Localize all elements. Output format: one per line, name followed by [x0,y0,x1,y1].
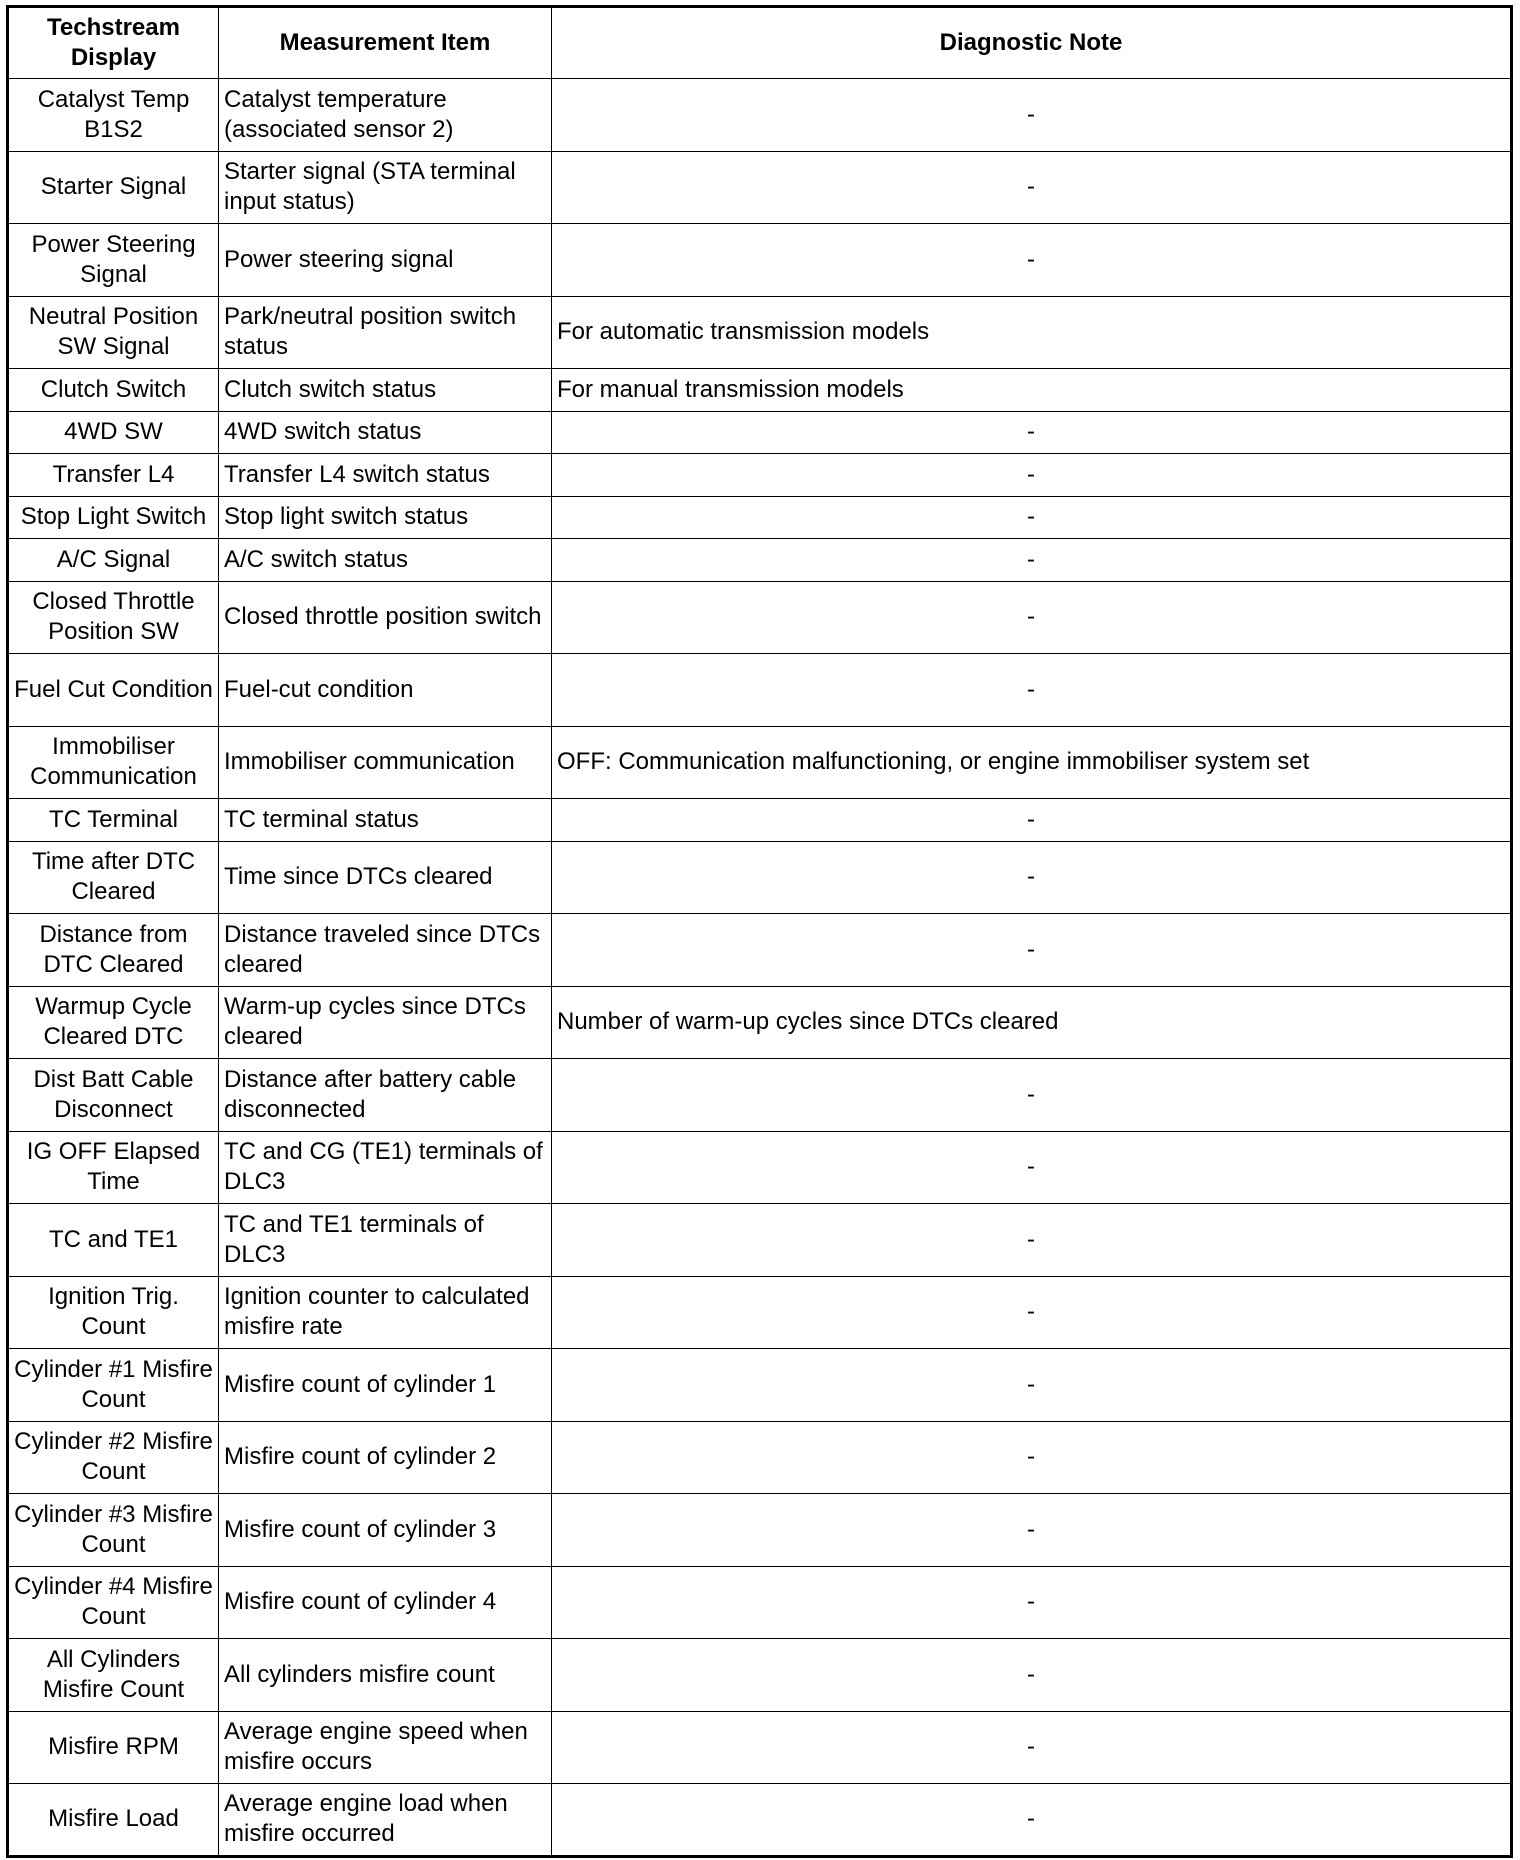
cell-measurement-item: Distance traveled since DTCs cleared [219,914,552,987]
table-row [8,654,1512,727]
cell-measurement-item: A/C switch status [219,539,552,582]
cell-display: Cylinder #1 Misfire Count [8,1349,219,1422]
table-row [8,581,1512,654]
cell-measurement-item: Warm-up cycles since DTCs cleared [219,986,552,1059]
cell-display: A/C Signal [8,539,219,582]
cell-display: TC Terminal [8,799,219,842]
table-row [8,1784,1512,1857]
cell-display: Ignition Trig. Count [8,1276,219,1349]
cell-diagnostic-note: - [552,454,1512,497]
cell-measurement-item: Stop light switch status [219,496,552,539]
cell-measurement-item: Average engine load when misfire occurred [219,1784,552,1857]
cell-diagnostic-note: - [552,1494,1512,1567]
cell-display: Power Steering Signal [8,224,219,297]
header-measurement-item: Measurement Item [219,7,552,79]
cell-diagnostic-note: - [552,581,1512,654]
cell-measurement-item: Misfire count of cylinder 4 [219,1566,552,1639]
cell-diagnostic-note: - [552,1421,1512,1494]
cell-measurement-item: Starter signal (STA terminal input status) [219,151,552,224]
cell-display: Dist Batt Cable Disconnect [8,1059,219,1132]
table-row [8,224,1512,297]
cell-measurement-item: 4WD switch status [219,411,552,454]
cell-diagnostic-note: For manual transmission models [552,369,1512,412]
cell-diagnostic-note: - [552,1204,1512,1277]
cell-measurement-item: Misfire count of cylinder 2 [219,1421,552,1494]
table-row [8,369,1512,412]
cell-measurement-item: All cylinders misfire count [219,1639,552,1712]
table-row [8,1204,1512,1277]
cell-measurement-item: Misfire count of cylinder 3 [219,1494,552,1567]
cell-display: Catalyst Temp B1S2 [8,79,219,152]
table-row [8,454,1512,497]
cell-diagnostic-note: - [552,1639,1512,1712]
cell-diagnostic-note: Number of warm-up cycles since DTCs cleared [552,986,1512,1059]
cell-measurement-item: TC terminal status [219,799,552,842]
table-row [8,986,1512,1059]
cell-diagnostic-note: - [552,1059,1512,1132]
cell-diagnostic-note: For automatic transmission models [552,296,1512,369]
cell-diagnostic-note: - [552,1131,1512,1204]
cell-diagnostic-note: - [552,411,1512,454]
cell-display: Misfire RPM [8,1711,219,1784]
table-row [8,1494,1512,1567]
cell-display: Clutch Switch [8,369,219,412]
cell-display: IG OFF Elapsed Time [8,1131,219,1204]
table-row [8,1421,1512,1494]
cell-display: Cylinder #4 Misfire Count [8,1566,219,1639]
cell-diagnostic-note: - [552,1349,1512,1422]
cell-measurement-item: Average engine speed when misfire occurs [219,1711,552,1784]
cell-display: Time after DTC Cleared [8,841,219,914]
table-row [8,496,1512,539]
table-row [8,79,1512,152]
cell-measurement-item: Misfire count of cylinder 1 [219,1349,552,1422]
table-row [8,1566,1512,1639]
cell-diagnostic-note: - [552,799,1512,842]
cell-display: Misfire Load [8,1784,219,1857]
cell-display: Cylinder #2 Misfire Count [8,1421,219,1494]
table-row [8,1131,1512,1204]
cell-display: 4WD SW [8,411,219,454]
cell-display: Transfer L4 [8,454,219,497]
table-row [8,1349,1512,1422]
cell-measurement-item: Closed throttle position switch [219,581,552,654]
table-row [8,841,1512,914]
cell-measurement-item: Distance after battery cable disconnected [219,1059,552,1132]
cell-measurement-item: Park/neutral position switch status [219,296,552,369]
table-row [8,151,1512,224]
cell-measurement-item: TC and CG (TE1) terminals of DLC3 [219,1131,552,1204]
cell-measurement-item: Time since DTCs cleared [219,841,552,914]
table-row [8,914,1512,987]
cell-diagnostic-note: - [552,841,1512,914]
cell-diagnostic-note: - [552,1566,1512,1639]
cell-measurement-item: Immobiliser communication [219,726,552,799]
cell-diagnostic-note: - [552,496,1512,539]
cell-display: Distance from DTC Cleared [8,914,219,987]
cell-display: TC and TE1 [8,1204,219,1277]
table-row [8,1059,1512,1132]
cell-measurement-item: TC and TE1 terminals of DLC3 [219,1204,552,1277]
cell-display: Immobiliser Communication [8,726,219,799]
cell-display: All Cylinders Misfire Count [8,1639,219,1712]
table-row [8,1711,1512,1784]
cell-display: Stop Light Switch [8,496,219,539]
cell-measurement-item: Catalyst temperature (associated sensor 2) [219,79,552,152]
table-row [8,539,1512,582]
cell-diagnostic-note: - [552,1784,1512,1857]
cell-diagnostic-note: - [552,79,1512,152]
data-list-table [6,5,1513,1858]
cell-diagnostic-note: - [552,914,1512,987]
table-row [8,1276,1512,1349]
cell-display: Starter Signal [8,151,219,224]
cell-display: Neutral Position SW Signal [8,296,219,369]
cell-diagnostic-note: OFF: Communication malfunctioning, or engine immobiliser system set [552,726,1512,799]
cell-display: Cylinder #3 Misfire Count [8,1494,219,1567]
cell-measurement-item: Transfer L4 switch status [219,454,552,497]
header-diagnostic-note: Diagnostic Note [552,7,1512,79]
cell-diagnostic-note: - [552,539,1512,582]
cell-display: Warmup Cycle Cleared DTC [8,986,219,1059]
cell-measurement-item: Ignition counter to calculated misfire rate [219,1276,552,1349]
cell-diagnostic-note: - [552,1711,1512,1784]
cell-diagnostic-note: - [552,654,1512,727]
cell-display: Closed Throttle Position SW [8,581,219,654]
table-row [8,799,1512,842]
cell-measurement-item: Fuel-cut condition [219,654,552,727]
cell-display: Fuel Cut Condition [8,654,219,727]
cell-measurement-item: Clutch switch status [219,369,552,412]
cell-diagnostic-note: - [552,1276,1512,1349]
table-row [8,411,1512,454]
cell-diagnostic-note: - [552,224,1512,297]
cell-measurement-item: Power steering signal [219,224,552,297]
cell-diagnostic-note: - [552,151,1512,224]
table-row [8,296,1512,369]
table-row [8,726,1512,799]
table-header-row [8,7,1512,79]
table-row [8,1639,1512,1712]
header-techstream-display: Techstream Display [8,7,219,79]
